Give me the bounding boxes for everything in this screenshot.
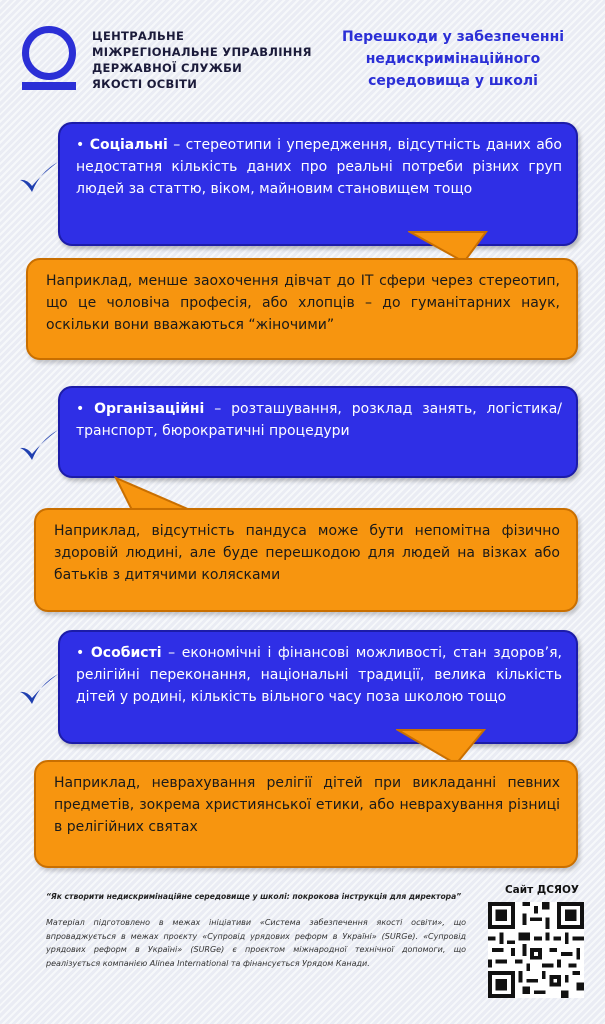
social-barrier-card (58, 122, 578, 246)
example-text: Наприклад, менше заохочення дівчат до IT сфери через стереотип, що це чоловіча професія, або хлопців – до гуманітарних наук, оскільки вони вважаються “жіночими” (46, 273, 560, 333)
logo-ring-icon (22, 26, 76, 80)
checkmark-icon (18, 160, 60, 196)
personal-barrier-card (58, 630, 578, 744)
bullet: • (76, 401, 85, 417)
example-text: Наприклад, неврахування релігії дітей при викладанні певних предметів, зокрема християнської етики, або неврахування різниці в релігійних святах (54, 775, 560, 835)
organization-name (92, 28, 312, 92)
page-title (318, 26, 588, 92)
org-line: ЯКОСТІ ОСВІТИ (92, 77, 198, 91)
example-text: Наприклад, відсутність пандуса може бути непомітна фізично здоровій людині, але буде перешкодою для людей на візках або батьків з дитячими колясками (54, 523, 560, 583)
qr-code[interactable] (488, 902, 584, 998)
title-line: середовища у школі (368, 73, 538, 89)
site-label: Сайт ДСЯОУ (504, 884, 580, 896)
org-line: ЦЕНТРАЛЬНЕ (92, 29, 185, 43)
funding-note: Матеріал підготовлено в межах ініціативи «Система забезпечення якості освіти», що впроваджується в межах проєкту «Супровід урядових реформ в Україні» (SURGe). «Супровід урядових реформ в Україні» (SURGe) є проєктом міжнародної технічної допомоги, що реалізується компанією Alinea International та фінансується Урядом Канади. (46, 918, 466, 968)
barrier-term: Організаційні (94, 401, 205, 417)
title-line: недискримінаційного (365, 51, 541, 67)
guide-title: “Як створити недискримінаційне середовище у школі: покрокова інструкція для директора” (46, 892, 462, 901)
checkmark-icon (18, 672, 60, 708)
bullet: • (76, 645, 85, 661)
personal-example-card (34, 760, 578, 868)
barrier-description: – економічні і фінансові можливості, стан здоров’я, релігійні переконання, національні традиції, велика кількість дітей у родині, кількість вільного часу поза школою тощо (76, 645, 562, 705)
social-example-card (26, 258, 578, 360)
checkmark-icon (18, 428, 60, 464)
barrier-term: Соціальні (89, 137, 168, 153)
bullet: • (76, 137, 85, 153)
barrier-term: Особисті (90, 645, 162, 661)
org-line: МІЖРЕГІОНАЛЬНЕ УПРАВЛІННЯ (92, 45, 312, 59)
barrier-description: – розташування, розклад занять, логістика/транспорт, бюрократичні процедури (76, 401, 562, 439)
logo-bar-icon (22, 82, 76, 90)
org-line: ДЕРЖАВНОЇ СЛУЖБИ (92, 61, 243, 75)
barrier-description: – стереотипи і упередження, відсутність даних або недостатня кількість даних про реальні потреби різних груп людей за статтю, віком, майновим становищем тощо (76, 137, 562, 197)
title-line: Перешкоди у забезпеченні (341, 29, 565, 45)
organizational-example-card (34, 508, 578, 612)
organizational-barrier-card (58, 386, 578, 478)
bubble-tail (112, 476, 192, 512)
